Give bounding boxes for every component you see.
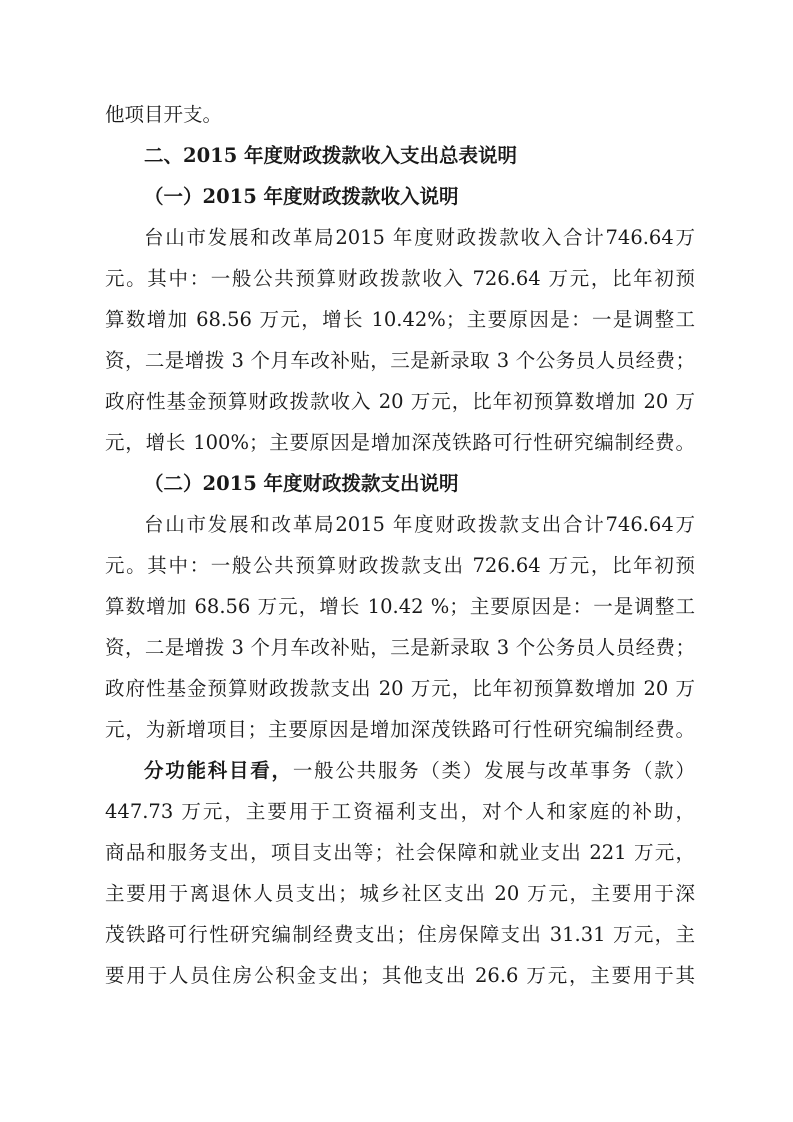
paragraph-line: 要用于人员住房公积金支出；其他支出 26.6 万元，主要用于其 <box>105 964 695 987</box>
opening-line: 他项目开支。 <box>105 103 223 126</box>
paragraph-line: 元，为新增项目；主要原因是增加深茂铁路可行性研究编制经费。 <box>105 718 695 741</box>
paragraph-line: 台山市发展和改革局2015 年度财政拨款支出合计746.64万 <box>144 513 695 536</box>
paragraph-line: 茂铁路可行性研究编制经费支出；住房保障支出 31.31 万元，主 <box>105 923 695 946</box>
paragraph-line: 政府性基金预算财政拨款收入 20 万元，比年初预算数增加 20 万 <box>105 390 695 413</box>
paragraph-line: 政府性基金预算财政拨款支出 20 万元，比年初预算数增加 20 万 <box>105 677 695 700</box>
paragraph-line: 商品和服务支出，项目支出等；社会保障和就业支出 221 万元， <box>105 841 695 864</box>
subsection-heading-expenditure: （二）2015 年度财政拨款支出说明 <box>144 472 459 495</box>
paragraph-line: 资，二是增拨 3 个月车改补贴，三是新录取 3 个公务员人员经费； <box>105 349 695 372</box>
paragraph-line: 元。其中：一般公共预算财政拨款支出 726.64 万元，比年初预 <box>105 554 695 577</box>
paragraph-line: 算数增加 68.56 万元，增长 10.42%；主要原因是：一是调整工 <box>105 308 695 331</box>
functional-lead: 分功能科目看， <box>144 759 293 782</box>
paragraph-line: 447.73 万元，主要用于工资福利支出，对个人和家庭的补助， <box>105 800 695 823</box>
subsection-heading-income: （一）2015 年度财政拨款收入说明 <box>144 185 459 208</box>
section-heading: 二、2015 年度财政拨款收入支出总表说明 <box>144 144 518 167</box>
paragraph-line: 资，二是增拨 3 个月车改补贴，三是新录取 3 个公务员人员经费； <box>105 636 695 659</box>
paragraph-line: 元，增长 100%；主要原因是增加深茂铁路可行性研究编制经费。 <box>105 431 695 454</box>
paragraph-line: 台山市发展和改革局2015 年度财政拨款收入合计746.64万 <box>144 226 695 249</box>
expenditure-paragraph <box>105 510 695 756</box>
paragraph-line: 元。其中：一般公共预算财政拨款收入 726.64 万元，比年初预 <box>105 267 695 290</box>
income-paragraph <box>105 223 695 469</box>
functional-paragraph <box>105 756 695 1002</box>
document-page <box>105 100 695 1002</box>
paragraph-line: 算数增加 68.56 万元，增长 10.42 %；主要原因是：一是调整工 <box>105 595 695 618</box>
functional-first-line-rest: 一般公共服务（类）发展与改革事务（款） <box>292 759 695 782</box>
paragraph-line <box>105 756 695 797</box>
paragraph-line: 主要用于离退休人员支出；城乡社区支出 20 万元，主要用于深 <box>105 882 695 905</box>
